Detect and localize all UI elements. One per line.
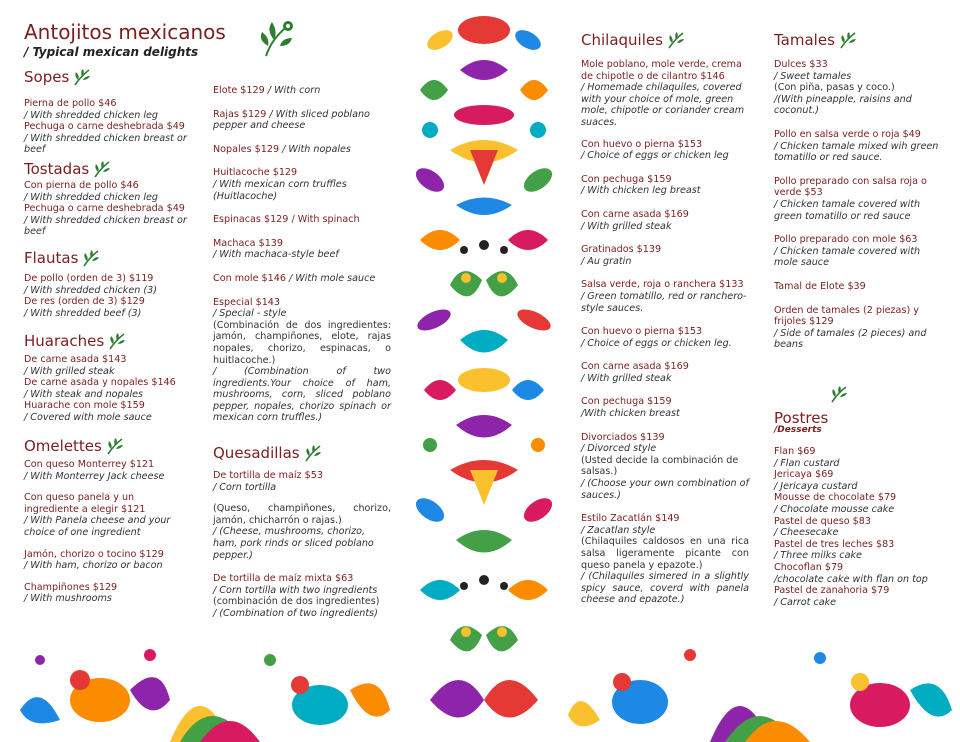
- menu-list: Flan $69 / Flan custard Jericaya $69 / Jericaya custard Mousse de chocolate $79 / Chocolate mousse cake Pastel de queso $83 / Cheesecake Pastel de tres leches $83 / Three milks cake Chocoflan $79 /chocolate cake with flan on top Pastel de zanahoria $79 / Carrot cake: [774, 446, 928, 608]
- menu-item: Con queso Monterrey $121 / With Monterrey Jack cheese Con queso panela y un ingrediente a elegir $121 / With Panela cheese and your choice of one ingredient Jamón, chorizo o tocino $129 / With ham, chorizo or bacon Champiñones $129 / With mushrooms: [24, 459, 171, 605]
- leaf-icon: [106, 437, 124, 455]
- menu-list: Mole poblano, mole verde, crema de chipotle o de cilantro $146 / Homemade chilaquiles, covered with your choice of mole, green mole, chipotle or coriander cream suaces. Con huevo o pierna $153 / Choice of eggs or chicken leg Con pechuga $159 / With chicken leg breast Con carne asada $169 / With grilled steak Gratinados $139 / Au gratin Salsa verde, roja o ranchera $133 / Green tomatillo, red or ranchero-style sauces. Con huevo o pierna $153 / Choice of eggs or chicken leg. Con carne asada $169 / With grilled steak Con pechuga $159 /With chicken breast Divorciados $139 / Divorced style (Usted decide la combinación de salsas.) / (Choose your own combination of sauces.) Estilo Zacatlán $149 / Zacatlan style (Chilaquiles caldosos en una rica salsa ligeramente picante con queso panela y epazote.) / (Chilaquiles simered in a slightly spicy sauce, coverd with panela cheese and epazote.): [581, 59, 749, 606]
- section-title: Chilaquiles: [581, 31, 663, 49]
- menu-item: Con pierna de pollo $46 / With shredded chicken leg Pechuga o carne deshebrada $49 / With shredded chicken breast or beef: [24, 180, 187, 238]
- page-title: Antojitos mexicanos: [24, 20, 226, 44]
- leaf-icon: [108, 332, 126, 350]
- section-title: Quesadillas: [213, 444, 300, 462]
- section-flautas: [24, 249, 100, 267]
- leaf-icon: [830, 385, 848, 403]
- section-title: Tamales: [774, 31, 835, 49]
- otomi-floral-pattern: [400, 0, 568, 742]
- leaf-icon: [93, 160, 111, 178]
- section-tostadas: [24, 160, 111, 178]
- section-title: Tostadas: [24, 160, 90, 178]
- section-chilaquiles: [581, 31, 685, 49]
- menu-list: Elote $129 / With corn Rajas $129 / With sliced poblano pepper and cheese Nopales $129 / With nopales Huitlacoche $129 / With mexican corn truffles (Huitlacoche) Espinacas $129 / With spinach Machaca $139 / With machaca-style beef Con mole $146 / With mole sauce Especial $143 / Special - style (Combinación de dos ingredientes: jamón, champiñones, elote, rajas nopales, chorizo, espinacas, o huitlacoche.) / (Combination of two ingredients.Your choice of ham, mushrooms, corn, sliced poblano pepper, nopales, chorizo spinach or mexican corn truffles.): [213, 85, 391, 424]
- menu-item: De carne asada $143 / With grilled steak De carne asada y nopales $146 / With steak and nopales Huarache con mole $159 / Covered with mole sauce: [24, 354, 176, 423]
- section-huaraches: [24, 332, 126, 350]
- menu-item: Pierna de pollo $46 / With shredded chicken leg Pechuga o carne deshebrada $49 / With shredded chicken breast or beef: [24, 98, 187, 156]
- page-subtitle: / Typical mexican delights: [24, 45, 199, 59]
- flower-icon: [258, 16, 296, 58]
- menu-item: De pollo (orden de 3) $119 / With shredded chicken (3) De res (orden de 3) $129 / With shredded beef (3): [24, 273, 157, 319]
- section-title: Sopes: [24, 68, 70, 86]
- pattern-group: [412, 16, 557, 718]
- section-title: Flautas: [24, 249, 79, 267]
- leaf-icon: [667, 31, 685, 49]
- menu-list: Dulces $33 / Sweet tamales (Con piña, pasas y coco.) /(With pineapple, raisins and coconut.) Pollo en salsa verde o roja $49 / Chicken tamale mixed wih green tomatillo or red sauce. Pollo preparado con salsa roja o verde $53 / Chicken tamale covered with green tomatillo or red sauce Pollo preparado con mole $63 / Chicken tamale covered with mole sauce Tamal de Elote $39 Orden de tamales (2 piezas) y frijoles $129 / Side of tamales (2 pieces) and beans: [774, 59, 939, 351]
- leaf-icon: [839, 31, 857, 49]
- leaf-icon: [73, 68, 91, 86]
- section-quesadillas: [213, 444, 322, 462]
- section-sopes: [24, 68, 91, 86]
- menu-item: De tortilla de maíz $53 / Corn tortilla (Queso, champiñones, chorizo, jamón, chicharrón o rajas.) / (Cheese, mushrooms, chorizo, ham, pork rinds or sliced poblano pepper.) De tortilla de maíz mixta $63 / Corn tortilla with two ingredients (combinación de dos ingredientes) / (Combination of two ingredients): [213, 470, 391, 619]
- section-subtitle: /Desserts: [774, 425, 822, 435]
- leaf-icon: [304, 444, 322, 462]
- section-tamales: [774, 31, 857, 49]
- rooster-floral-border-right: [560, 630, 960, 742]
- section-title: Huaraches: [24, 332, 105, 350]
- leaf-icon: [82, 249, 100, 267]
- section-title: Postres: [774, 409, 829, 427]
- section-title: Omelettes: [24, 437, 102, 455]
- section-omelettes: [24, 437, 124, 455]
- rooster-floral-border-left: [0, 630, 400, 742]
